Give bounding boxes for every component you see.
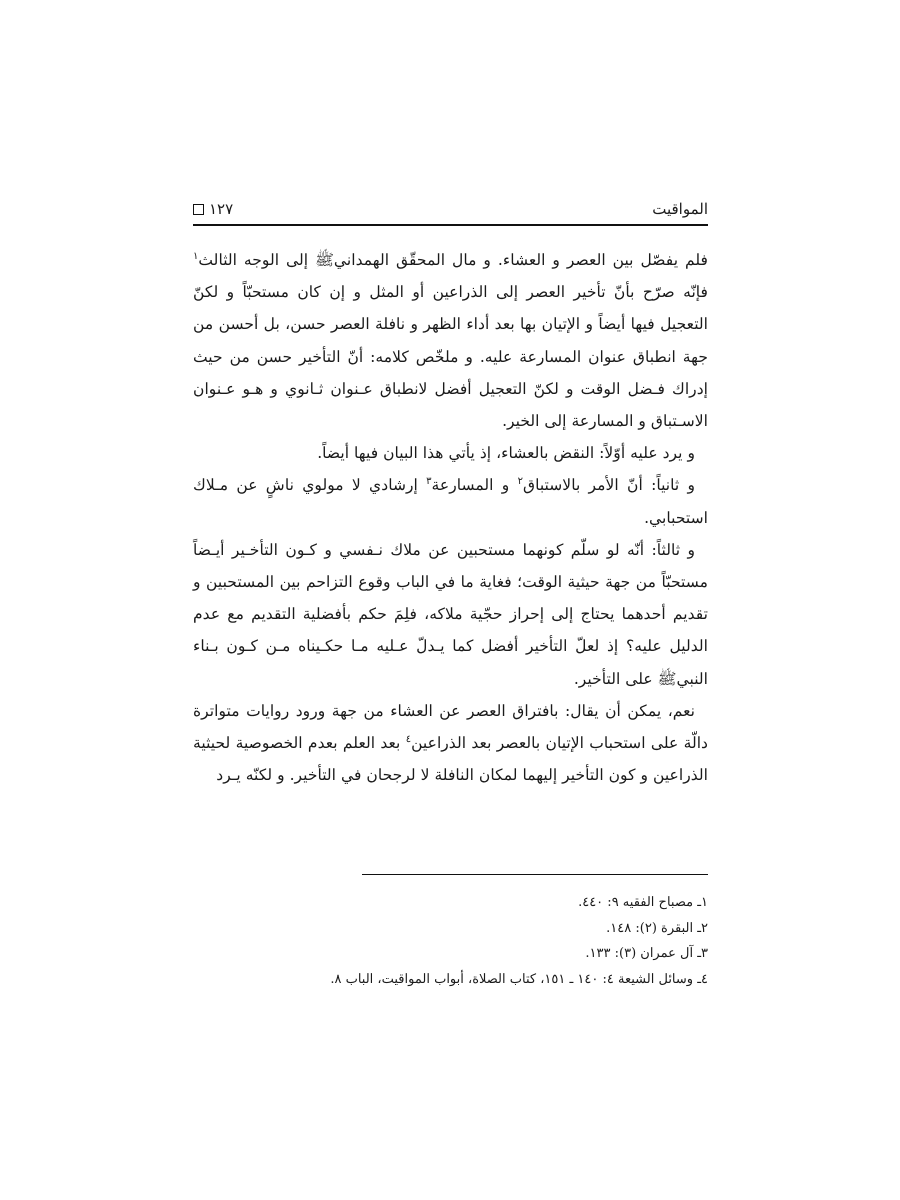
honorific-symbol: ﷺ bbox=[315, 251, 334, 269]
text-run: فلم يفصّل بين العصر و العشاء. و مال المحقّق الهمداني bbox=[333, 251, 708, 269]
text-run: و المسارعة bbox=[431, 476, 518, 495]
paragraph-5 bbox=[193, 695, 708, 792]
footnote-ref-3: ٣ bbox=[426, 476, 432, 488]
page-header bbox=[193, 200, 708, 226]
text-run: و ثانياً: أنّ الأمر بالاستباق bbox=[522, 476, 696, 495]
text-run: إلى الوجه الثالث bbox=[198, 251, 316, 269]
page-number: ١٢٧ bbox=[209, 200, 234, 218]
footnotes bbox=[193, 890, 708, 992]
honorific-symbol: ﷺ bbox=[657, 669, 677, 688]
footnote-2: ٢ـ البقرة (٢): ١٤٨. bbox=[606, 920, 708, 936]
running-title: المواقيت bbox=[652, 200, 708, 218]
paragraph-2: و يرد عليه أوّلاً: النقض بالعشاء، إذ يأتي هذا البيان فيها أيضاً. bbox=[317, 444, 695, 463]
paragraph-3 bbox=[193, 469, 708, 533]
square-icon bbox=[193, 204, 204, 215]
text-run: نعم، يمكن أن يقال: بافتراق العصر عن العشاء من جهة ورود روايات متواترة دالّة على استحباب الإتيان بالعصر بعد الذراعين bbox=[193, 701, 708, 753]
footnote-ref-1: ١ bbox=[193, 250, 199, 262]
paragraph-4 bbox=[193, 534, 708, 695]
text-run: على التأخير. bbox=[573, 669, 658, 688]
footnote-ref-2: ٢ bbox=[517, 476, 523, 488]
footnote-3: ٣ـ آل عمران (٣): ١٣٣. bbox=[585, 946, 708, 961]
footnote-ref-4: ٤ bbox=[405, 733, 412, 745]
text-run: إرشادي لا مولوي ناشٍ عن مـلاك استحبابي. bbox=[193, 476, 708, 527]
text-run: فإنّه صرّح بأنّ تأخير العصر إلى الذراعين أو المثل و إن كان مستحبّاً و لكنّ التعجيل فيها أيضاً و الإتيان بها بعد أداء الظهر و نافلة العصر حسن، بل أحسن من جهة انطباق عنوان المسارعة عليه. و ملخّص كلامه: أنّ التأخير حسن من حيث إدراك فـضل الوقت و لكنّ التعجيل أفضل لانطباق عـنوان ثـانوي و هـو عـنوان الاسـتباق و المسارعة إلى الخير. bbox=[193, 283, 708, 431]
text-run: بعد العلم بعدم الخصوصية لحيثية الذراعين و كون التأخير إليهما لمكان النافلة لا لرجحان في التأخير. و لكنّه يـرد bbox=[193, 734, 708, 785]
paragraph-1 bbox=[193, 244, 708, 437]
footnote-divider bbox=[362, 874, 708, 875]
page-number-block bbox=[193, 200, 233, 218]
footnote-1: ١ـ مصباح الفقيه ٩: ٤٤٠. bbox=[578, 895, 708, 910]
text-run: و ثالثاً: أنّه لو سلّم كونهما مستحبين عن ملاك نـفسي و كـون التأخـير أيـضاً مستحبّاً من جهة حيثية الوقت؛ فغاية ما في الباب وقوع التزاحم بين المستحبين و تقديم أحدهما يحتاج إلى إحراز حجّية ملاكه، فلِمَ حكم بأفضلية التقديم مع عدم الدليل عليه؟ إذ لعلّ التأخير أفضل كما يـدلّ عـليه مـا حكـيناه مـن كـون بـناء النبي bbox=[193, 540, 708, 688]
main-text bbox=[193, 244, 708, 791]
footnote-4: ٤ـ وسائل الشيعة ٤: ١٤٠ ـ ١٥١، كتاب الصلاة، أبواب المواقيت، الباب ٨. bbox=[330, 971, 708, 987]
